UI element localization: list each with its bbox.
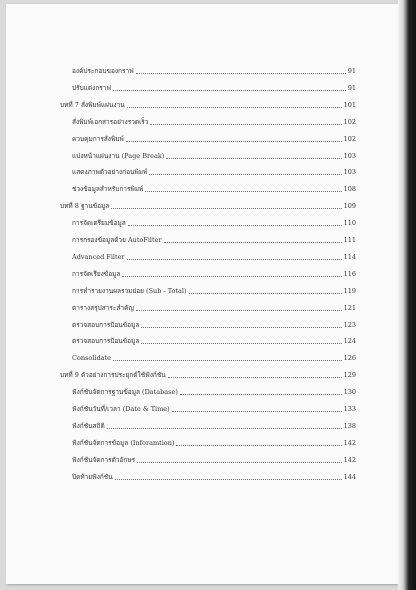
toc-entry-title: บทที่ 7 สั่งพิมพ์แผ่นงาน bbox=[60, 100, 125, 109]
toc-entry bbox=[72, 151, 356, 161]
toc-entry-title: การกรองข้อมูลด้วย AutoFilter bbox=[72, 236, 162, 244]
toc-entry-page-number: 103 bbox=[343, 168, 356, 177]
toc-entry-page-number: 114 bbox=[343, 252, 356, 261]
toc-entry-page-number: 124 bbox=[343, 337, 356, 346]
toc-entry-title: แสดงภาพตัวอย่างก่อนพิมพ์ bbox=[72, 168, 148, 177]
dot-leader bbox=[107, 428, 342, 429]
toc-entry-page-number: 111 bbox=[343, 236, 356, 244]
toc-entry-page-number: 101 bbox=[343, 100, 356, 109]
dot-leader bbox=[111, 208, 341, 209]
toc-entry bbox=[72, 421, 356, 431]
dot-leader bbox=[164, 242, 342, 243]
toc-entry bbox=[72, 66, 356, 76]
toc-entry-page-number: 116 bbox=[343, 269, 356, 278]
toc-entry-page-number: 109 bbox=[343, 202, 356, 211]
toc-entry-page-number: 102 bbox=[343, 134, 356, 143]
toc-entry-title: ฟังก์ชันจัดการฐานข้อมูล (Database) bbox=[72, 388, 178, 397]
dot-leader bbox=[150, 124, 341, 125]
toc-entry-page-number: 91 bbox=[347, 67, 356, 75]
toc-entry bbox=[72, 167, 356, 177]
toc-entry-title: การจัดเตรียมข้อมูล bbox=[72, 219, 126, 228]
toc-entry-page-number: 123 bbox=[343, 320, 356, 329]
toc-entry-title: ควบคุมการสั่งพิมพ์ bbox=[72, 134, 124, 143]
toc-entry bbox=[60, 100, 356, 110]
toc-entry bbox=[72, 269, 356, 279]
toc-entry bbox=[60, 201, 356, 211]
toc-entry-page-number: 108 bbox=[343, 185, 356, 194]
toc-entry-title: ตรวจสอบการป้อนข้อมูล bbox=[72, 320, 140, 329]
toc-entry-page-number: 110 bbox=[343, 219, 356, 228]
dot-leader bbox=[141, 327, 341, 328]
toc-entry bbox=[72, 303, 356, 313]
toc-entry bbox=[72, 387, 356, 397]
toc-entry-title: ตรวจสอบการป้อนข้อมูล bbox=[72, 337, 140, 346]
dot-leader bbox=[145, 191, 341, 192]
toc-entry-title: ฟังก์ชันสถิติ bbox=[72, 421, 105, 430]
toc-entry-page-number: 142 bbox=[343, 438, 356, 447]
dot-leader bbox=[128, 225, 342, 226]
dot-leader bbox=[113, 90, 346, 91]
toc-entry bbox=[72, 252, 356, 262]
toc-entry bbox=[72, 184, 356, 194]
toc-entry bbox=[72, 336, 356, 346]
dot-leader bbox=[115, 479, 342, 480]
toc-entry-page-number: 133 bbox=[343, 405, 356, 413]
toc-entry-title: สั่งพิมพ์เอกสารอย่างรวดเร็ว bbox=[72, 117, 149, 126]
toc-entry-title: แบ่งหน้าแผ่นงาน (Page Break) bbox=[72, 151, 165, 160]
dot-leader bbox=[122, 276, 341, 277]
dot-leader bbox=[127, 259, 342, 260]
dot-leader bbox=[172, 411, 342, 412]
toc-entry bbox=[72, 83, 356, 93]
toc-entry-page-number: 102 bbox=[343, 117, 356, 126]
document-page bbox=[6, 4, 398, 584]
toc-entry-title: Advanced Filter bbox=[72, 252, 125, 261]
dot-leader bbox=[189, 293, 342, 294]
toc-entry bbox=[72, 117, 356, 127]
toc-entry-page-number: 91 bbox=[347, 83, 356, 92]
dot-leader bbox=[168, 377, 342, 378]
toc-entry bbox=[72, 320, 356, 330]
toc-entry-page-number: 126 bbox=[343, 354, 356, 363]
toc-entry-title: องค์ประกอบของกราฟ bbox=[72, 67, 134, 75]
toc-entry bbox=[72, 134, 356, 144]
toc-entry bbox=[72, 472, 356, 482]
toc-entry-page-number: 144 bbox=[343, 472, 356, 481]
toc-entry-title: ปิดท้ายฟังก์ชัน bbox=[72, 472, 113, 481]
toc-entry-title: ตารางสรุปสาระสำคัญ bbox=[72, 303, 134, 312]
toc-entry-title: การทำรายงานผลรวมย่อย (Sub - Total) bbox=[72, 286, 187, 295]
dot-leader bbox=[176, 445, 341, 446]
toc-entry-title: ฟังก์ชันจัดการตัวอักษร bbox=[72, 455, 136, 464]
toc-entry-title: Consolidate bbox=[72, 354, 111, 363]
toc-entry-page-number: 103 bbox=[343, 151, 356, 160]
toc-entry bbox=[72, 438, 356, 448]
toc-entry-title: บทที่ 9 ตัวอย่างการประยุกต์ใช้ฟังก์ชัน bbox=[60, 371, 166, 380]
dot-leader bbox=[180, 394, 342, 395]
dot-leader bbox=[127, 107, 342, 108]
toc-entry bbox=[72, 455, 356, 465]
dot-leader bbox=[137, 462, 341, 463]
toc-entry-title: ฟังก์ชันวันที่/เวลา (Date & Time) bbox=[72, 405, 170, 413]
toc-entry bbox=[72, 353, 356, 363]
toc-entry-title: ฟังก์ชันจัดการข้อมูล (Inforamtion) bbox=[72, 438, 175, 447]
toc-entry bbox=[72, 286, 356, 296]
toc-entry-page-number: 138 bbox=[343, 421, 356, 430]
dot-leader bbox=[136, 73, 346, 74]
toc-entry-title: การจัดเรียงข้อมูล bbox=[72, 269, 121, 278]
toc-entry bbox=[72, 218, 356, 228]
toc-entry bbox=[72, 404, 356, 414]
toc-entry-title: ปรับแต่งกราฟ bbox=[72, 83, 112, 92]
toc-entry-page-number: 129 bbox=[343, 371, 356, 380]
toc-entry-title: ช่วงข้อมูลสำหรับการพิมพ์ bbox=[72, 185, 144, 194]
toc-entry-page-number: 130 bbox=[343, 388, 356, 397]
toc-entry-page-number: 121 bbox=[343, 303, 356, 312]
dot-leader bbox=[126, 141, 342, 142]
book-spine-edge bbox=[398, 0, 416, 590]
toc-entry-page-number: 119 bbox=[343, 286, 356, 295]
toc-entry-page-number: 142 bbox=[343, 455, 356, 464]
dot-leader bbox=[149, 174, 341, 175]
dot-leader bbox=[113, 360, 342, 361]
toc-entry bbox=[72, 235, 356, 245]
dot-leader bbox=[141, 343, 341, 344]
toc-entry bbox=[60, 370, 356, 380]
dot-leader bbox=[136, 310, 342, 311]
toc-entry-title: บทที่ 8 ฐานข้อมูล bbox=[60, 202, 110, 211]
dot-leader bbox=[166, 158, 341, 159]
table-of-contents bbox=[6, 4, 398, 584]
